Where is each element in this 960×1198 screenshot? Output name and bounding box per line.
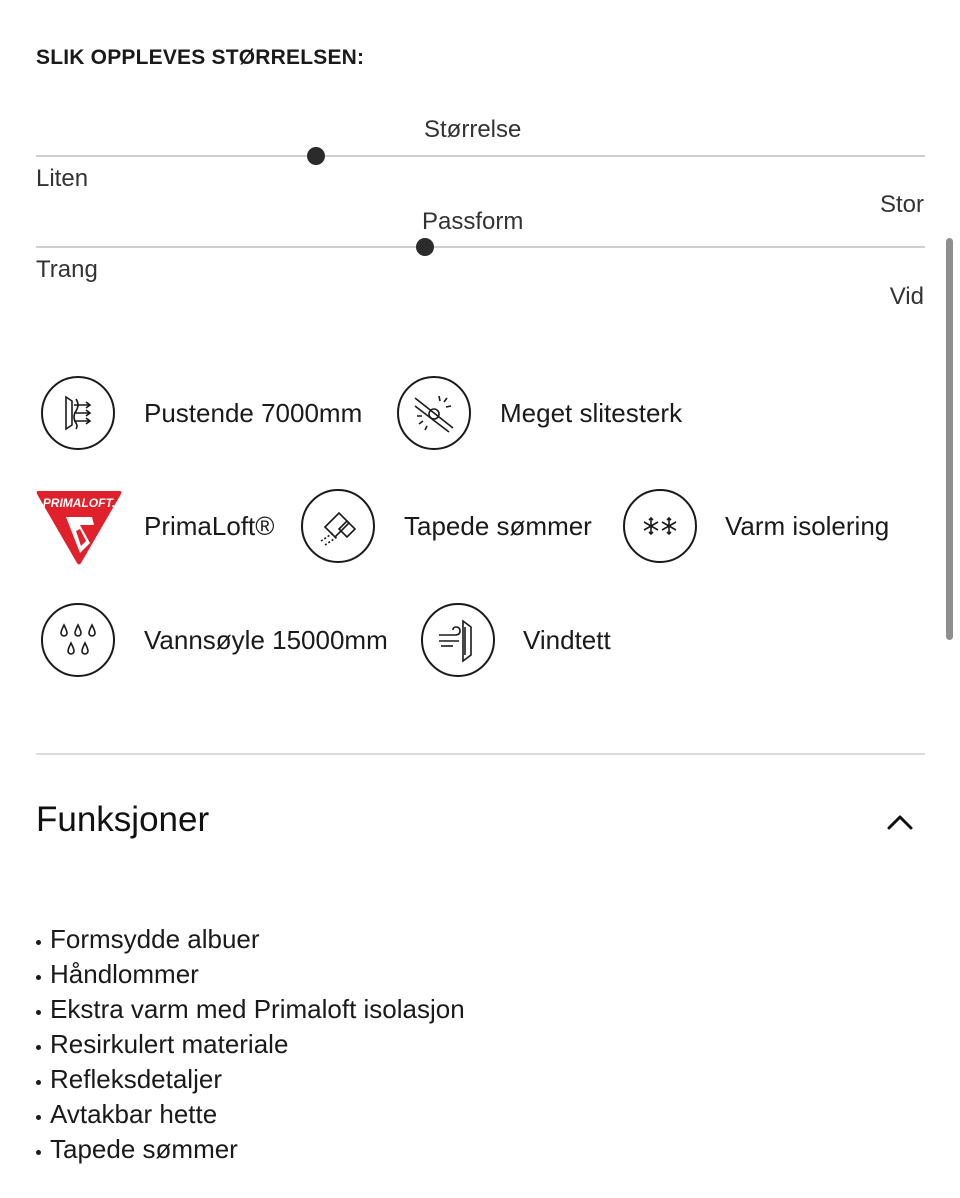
list-item: Resirkulert materiale [36, 1027, 465, 1062]
feature-list [36, 922, 465, 1167]
slider-fit-min-label: Trang [36, 256, 98, 283]
durable-icon [397, 376, 471, 450]
list-item: Formsydde albuer [36, 922, 465, 957]
slider-size-knob [307, 147, 325, 165]
list-item: Refleksdetaljer [36, 1062, 465, 1097]
feature-label-durable: Meget slitesterk [500, 398, 683, 428]
feature-label-primaloft: PrimaLoft® [144, 511, 275, 541]
list-item: Håndlommer [36, 957, 465, 992]
feature-label-warm-insulation: Varm isolering [725, 511, 890, 541]
slider-size-max-label: Stor [879, 191, 924, 218]
chevron-up-icon[interactable] [880, 806, 920, 838]
slider-size-track [36, 155, 925, 157]
section-divider [36, 753, 925, 755]
scrollbar-thumb[interactable] [946, 238, 953, 640]
slider-size-label: Størrelse [424, 116, 522, 143]
primaloft-logo [34, 487, 124, 567]
slider-size-min-label: Liten [36, 165, 89, 192]
feature-label-taped-seams: Tapede sømmer [404, 511, 592, 541]
breathable-icon [41, 376, 115, 450]
slider-fit-track [36, 246, 925, 248]
list-item: Tapede sømmer [36, 1132, 465, 1167]
svg-text:PRIMALOFT.: PRIMALOFT. [42, 496, 116, 510]
slider-fit-label: Passform [422, 208, 524, 235]
feature-label-breathable: Pustende 7000mm [144, 398, 363, 428]
feature-label-water-column: Vannsøyle 15000mm [144, 625, 388, 655]
size-section-title: SLIK OPPLEVES STØRRELSEN: [36, 46, 365, 69]
snowflake-icon [623, 489, 697, 563]
slider-fit-knob [416, 238, 434, 256]
wind-icon [421, 603, 495, 677]
slider-fit-max-label: Vid [889, 283, 924, 310]
taped-seams-icon [301, 489, 375, 563]
feature-label-windproof: Vindtett [523, 625, 611, 655]
list-item: Avtakbar hette [36, 1097, 465, 1132]
water-drops-icon [41, 603, 115, 677]
list-item: Ekstra varm med Primaloft isolasjon [36, 992, 465, 1027]
accordion-title[interactable]: Funksjoner [36, 800, 210, 839]
